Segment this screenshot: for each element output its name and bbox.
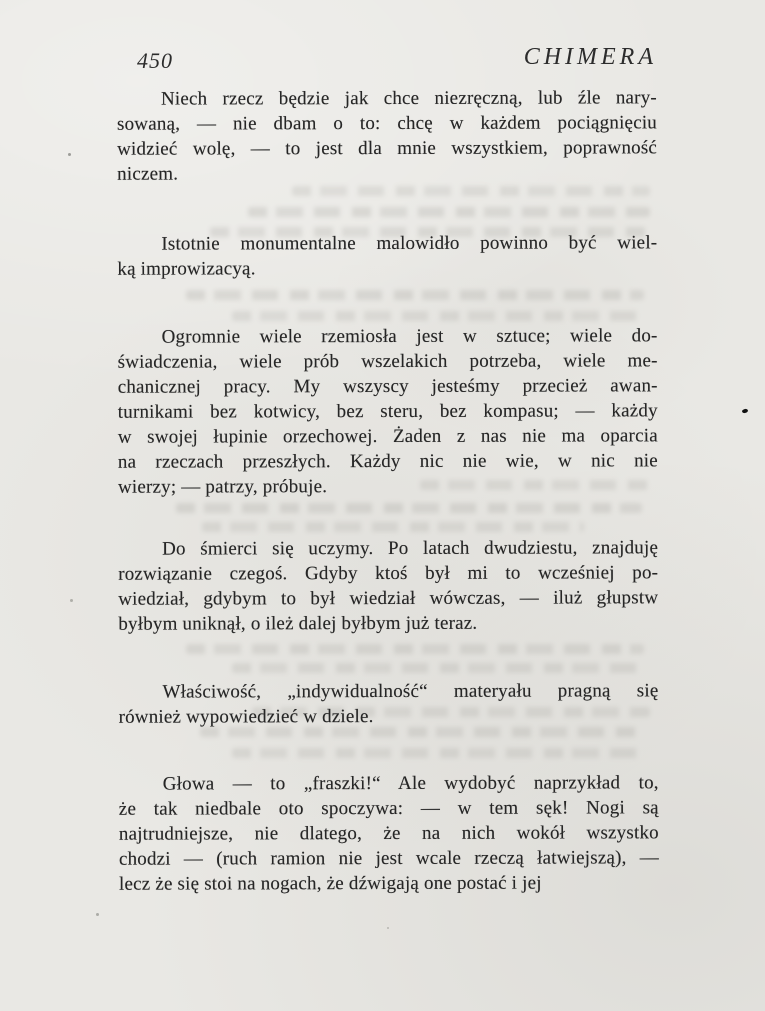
text-line: Istotnie monumentalne malowidło powinno być wiel-	[161, 232, 658, 255]
paragraph-4	[118, 535, 658, 636]
page-number: 450	[137, 48, 173, 73]
paragraph-1	[117, 85, 657, 186]
journal-title: CHIMERA	[523, 44, 657, 70]
paragraph-3	[118, 323, 658, 499]
text-line: Ogromnie wiele rzemiosła jest w sztuce; wiele do-	[161, 325, 658, 348]
text-line: że tak niedbale oto spoczywa: — w tem sęk! Nogi są	[118, 797, 659, 820]
text-line: lecz że się stoi na nogach, że dźwigają one postać i jej	[118, 872, 542, 895]
paragraph-5	[118, 678, 658, 729]
text-line: również wypowiedzieć w dziele.	[118, 706, 374, 728]
paragraph-6	[119, 770, 659, 896]
text-line: Do śmierci się uczymy. Po latach dwudziestu, znajduję	[162, 537, 659, 560]
ink-speck	[96, 913, 99, 916]
text-line: byłbym uniknął, o ileż dalej byłbym już teraz.	[118, 612, 478, 635]
text-line: turnikami bez kotwicy, bez steru, bez kompasu; — każdy	[117, 400, 658, 423]
text-line: ką improwizacyą.	[117, 258, 256, 280]
text-line: chodzi — (ruch ramion nie jest wcale rzeczą łatwiejszą), —	[118, 847, 659, 870]
text-line: niczem.	[117, 163, 179, 185]
text-line: w swojej łupinie orzechowej. Żaden z nas nie ma oparcia	[117, 425, 658, 448]
text-line: świadczenia, wiele prób wszelakich potrzeba, wiele me-	[117, 350, 658, 373]
text-line: Właściwość, „indywidualność“ materyału pragną się	[162, 680, 659, 703]
text-line: Głowa — to „fraszki!“ Ale wydobyć naprzykład to,	[162, 772, 659, 795]
ink-speck	[387, 927, 389, 929]
ink-speck	[742, 408, 749, 413]
text-line: widzieć wolę, — to jest dla mnie wszystkiem, poprawność	[117, 137, 658, 160]
text-line: rozwiązanie czegoś. Gdyby ktoś był mi to wcześniej po-	[118, 562, 659, 585]
text-line: chanicznej pracy. My wszyscy jesteśmy przecież awan-	[117, 375, 658, 398]
text-line: wiedział, gdybym to był wiedział wówczas, — iluż głupstw	[118, 587, 659, 610]
text-line: wierzy; — patrzy, próbuje.	[117, 476, 328, 498]
text-block	[117, 0, 660, 1011]
text-line: na rzeczach przeszłych. Każdy nic nie wie, w nic nie	[117, 450, 658, 473]
ink-speck	[68, 153, 71, 156]
text-line: najtrudniejsze, nie dlatego, że na nich wokół wszystko	[118, 822, 659, 845]
ink-speck	[70, 599, 73, 602]
text-line: Niech rzecz będzie jak chce niezręczną, lub źle nary-	[160, 87, 657, 110]
text-line: sowaną, — nie dbam o to: chcę w każdem pociągnięciu	[116, 112, 658, 135]
paragraph-2	[117, 230, 657, 281]
